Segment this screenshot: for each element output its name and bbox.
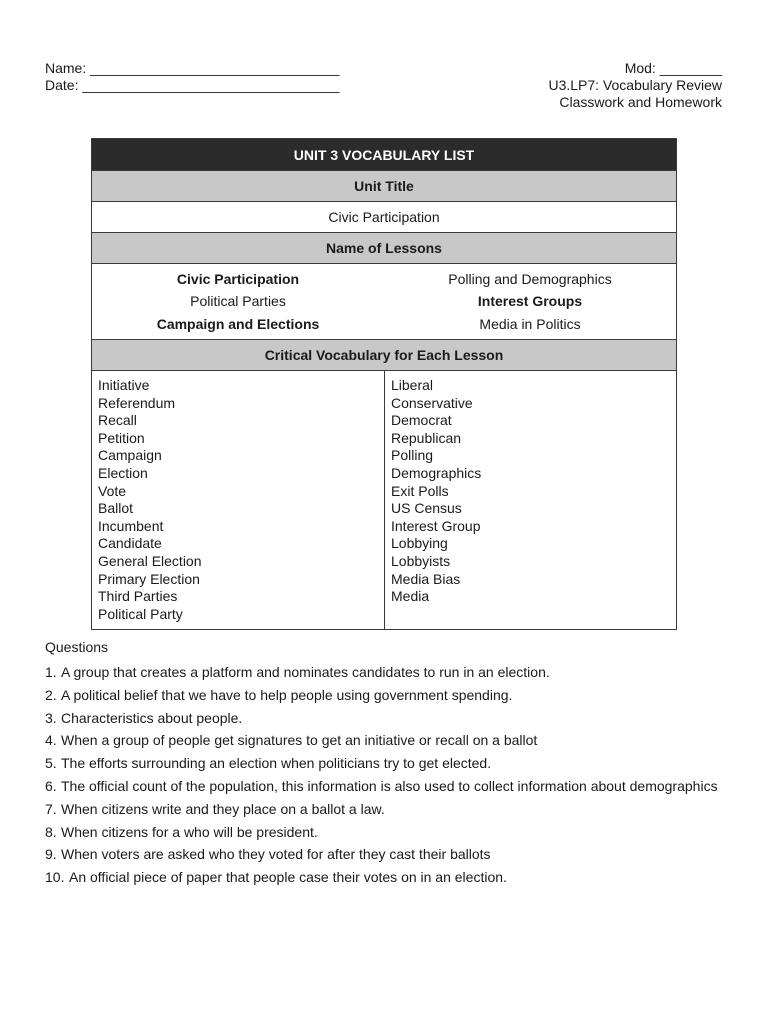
question-number: 3. [45, 709, 57, 726]
question-item [45, 752, 725, 775]
vocab-term: Exit Polls [391, 482, 449, 499]
name-line: Name: ________________________________ [45, 60, 340, 76]
question-item [45, 775, 725, 798]
question-text: The efforts surrounding an election when politicians try to get elected. [61, 755, 492, 772]
vocab-term: Candidate [98, 535, 162, 552]
vocab-term: Petition [98, 429, 145, 446]
question-item [45, 707, 725, 730]
question-number: 4. [45, 732, 57, 749]
vocab-term: General Election [98, 552, 202, 569]
question-item [45, 843, 725, 866]
question-item [45, 798, 725, 821]
table-title: UNIT 3 VOCABULARY LIST [92, 139, 677, 171]
vocab-list-left [92, 371, 384, 629]
vocab-term: Campaign [98, 447, 162, 464]
question-item [45, 821, 725, 844]
vocab-term: Lobbyists [391, 552, 451, 569]
question-text: When citizens for a who will be president. [61, 823, 318, 840]
question-item [45, 866, 725, 889]
question-text: A group that creates a platform and nominates candidates to run in an election. [61, 664, 550, 680]
vocab-list-right [385, 371, 676, 612]
vocab-term: US Census [391, 500, 462, 517]
question-number: 1. [45, 664, 57, 680]
vocab-term: Third Parties [98, 588, 178, 605]
vocab-term: Incumbent [98, 517, 164, 534]
lesson-item: Polling and Demographics [448, 270, 612, 287]
vocab-term: Republican [391, 429, 462, 446]
lesson-item: Campaign and Elections [156, 315, 320, 332]
lesson-item: Civic Participation [176, 270, 300, 287]
lesson-item: Media in Politics [479, 315, 581, 332]
header-right [548, 60, 722, 111]
vocab-term: Liberal [391, 377, 434, 393]
question-text: A political belief that we have to help people using government spending. [61, 686, 513, 703]
vocab-term: Media Bias [391, 570, 461, 587]
lessons-cell [92, 264, 677, 340]
questions-heading: Questions [45, 639, 109, 655]
assignment-type: Classwork and Homework [559, 94, 722, 110]
lesson-code: U3.LP7: Vocabulary Review [548, 77, 722, 93]
vocab-term: Demographics [391, 464, 482, 481]
vocab-term: Recall [98, 412, 137, 429]
question-list [45, 661, 725, 889]
date-line: Date: _________________________________ [45, 77, 340, 93]
vocab-term: Democrat [391, 412, 452, 429]
question-text: When citizens write and they place on a ballot a law. [61, 800, 385, 817]
question-item [45, 684, 725, 707]
vocab-column-right [385, 371, 677, 630]
vocab-term: Vote [98, 482, 127, 499]
vocab-term: Ballot [98, 500, 134, 517]
mod-line: Mod: ________ [624, 60, 722, 76]
lesson-item: Interest Groups [477, 293, 583, 310]
question-text: An official piece of paper that people case their votes on in an election. [69, 869, 507, 886]
unit-title-heading: Unit Title [92, 171, 677, 202]
vocab-term: Initiative [98, 377, 150, 393]
question-text: When voters are asked who they voted for after they cast their ballots [61, 846, 491, 863]
vocab-term: Media [391, 588, 430, 605]
vocab-term: Lobbying [391, 535, 448, 552]
lesson-item: Political Parties [190, 293, 286, 310]
vocabulary-table [91, 138, 677, 630]
question-item [45, 661, 725, 684]
vocab-term: Polling [391, 447, 434, 464]
question-item [45, 729, 725, 752]
question-text: When a group of people get signatures to get an initiative or recall on a ballot [61, 732, 538, 749]
question-text: Characteristics about people. [61, 709, 243, 726]
unit-title-value: Civic Participation [92, 202, 677, 233]
lessons-heading: Name of Lessons [92, 233, 677, 264]
vocab-term: Conservative [391, 394, 473, 411]
vocab-heading: Critical Vocabulary for Each Lesson [92, 340, 677, 371]
question-number: 7. [45, 800, 57, 817]
lessons-grid [92, 266, 676, 338]
vocab-term: Primary Election [98, 570, 200, 587]
questions-section [45, 638, 725, 889]
question-number: 10. [45, 869, 65, 886]
question-number: 9. [45, 846, 57, 863]
vocab-term: Interest Group [391, 517, 481, 534]
vocab-term: Political Party [98, 605, 183, 622]
header-left [45, 60, 339, 94]
question-number: 8. [45, 823, 57, 840]
vocab-term: Referendum [98, 394, 176, 411]
vocab-term: Election [98, 464, 148, 481]
question-number: 6. [45, 777, 57, 794]
question-text: The official count of the population, this information is also used to collect information about demographics [61, 777, 718, 794]
question-number: 2. [45, 686, 57, 703]
vocab-column-left [92, 371, 385, 630]
question-number: 5. [45, 755, 57, 772]
